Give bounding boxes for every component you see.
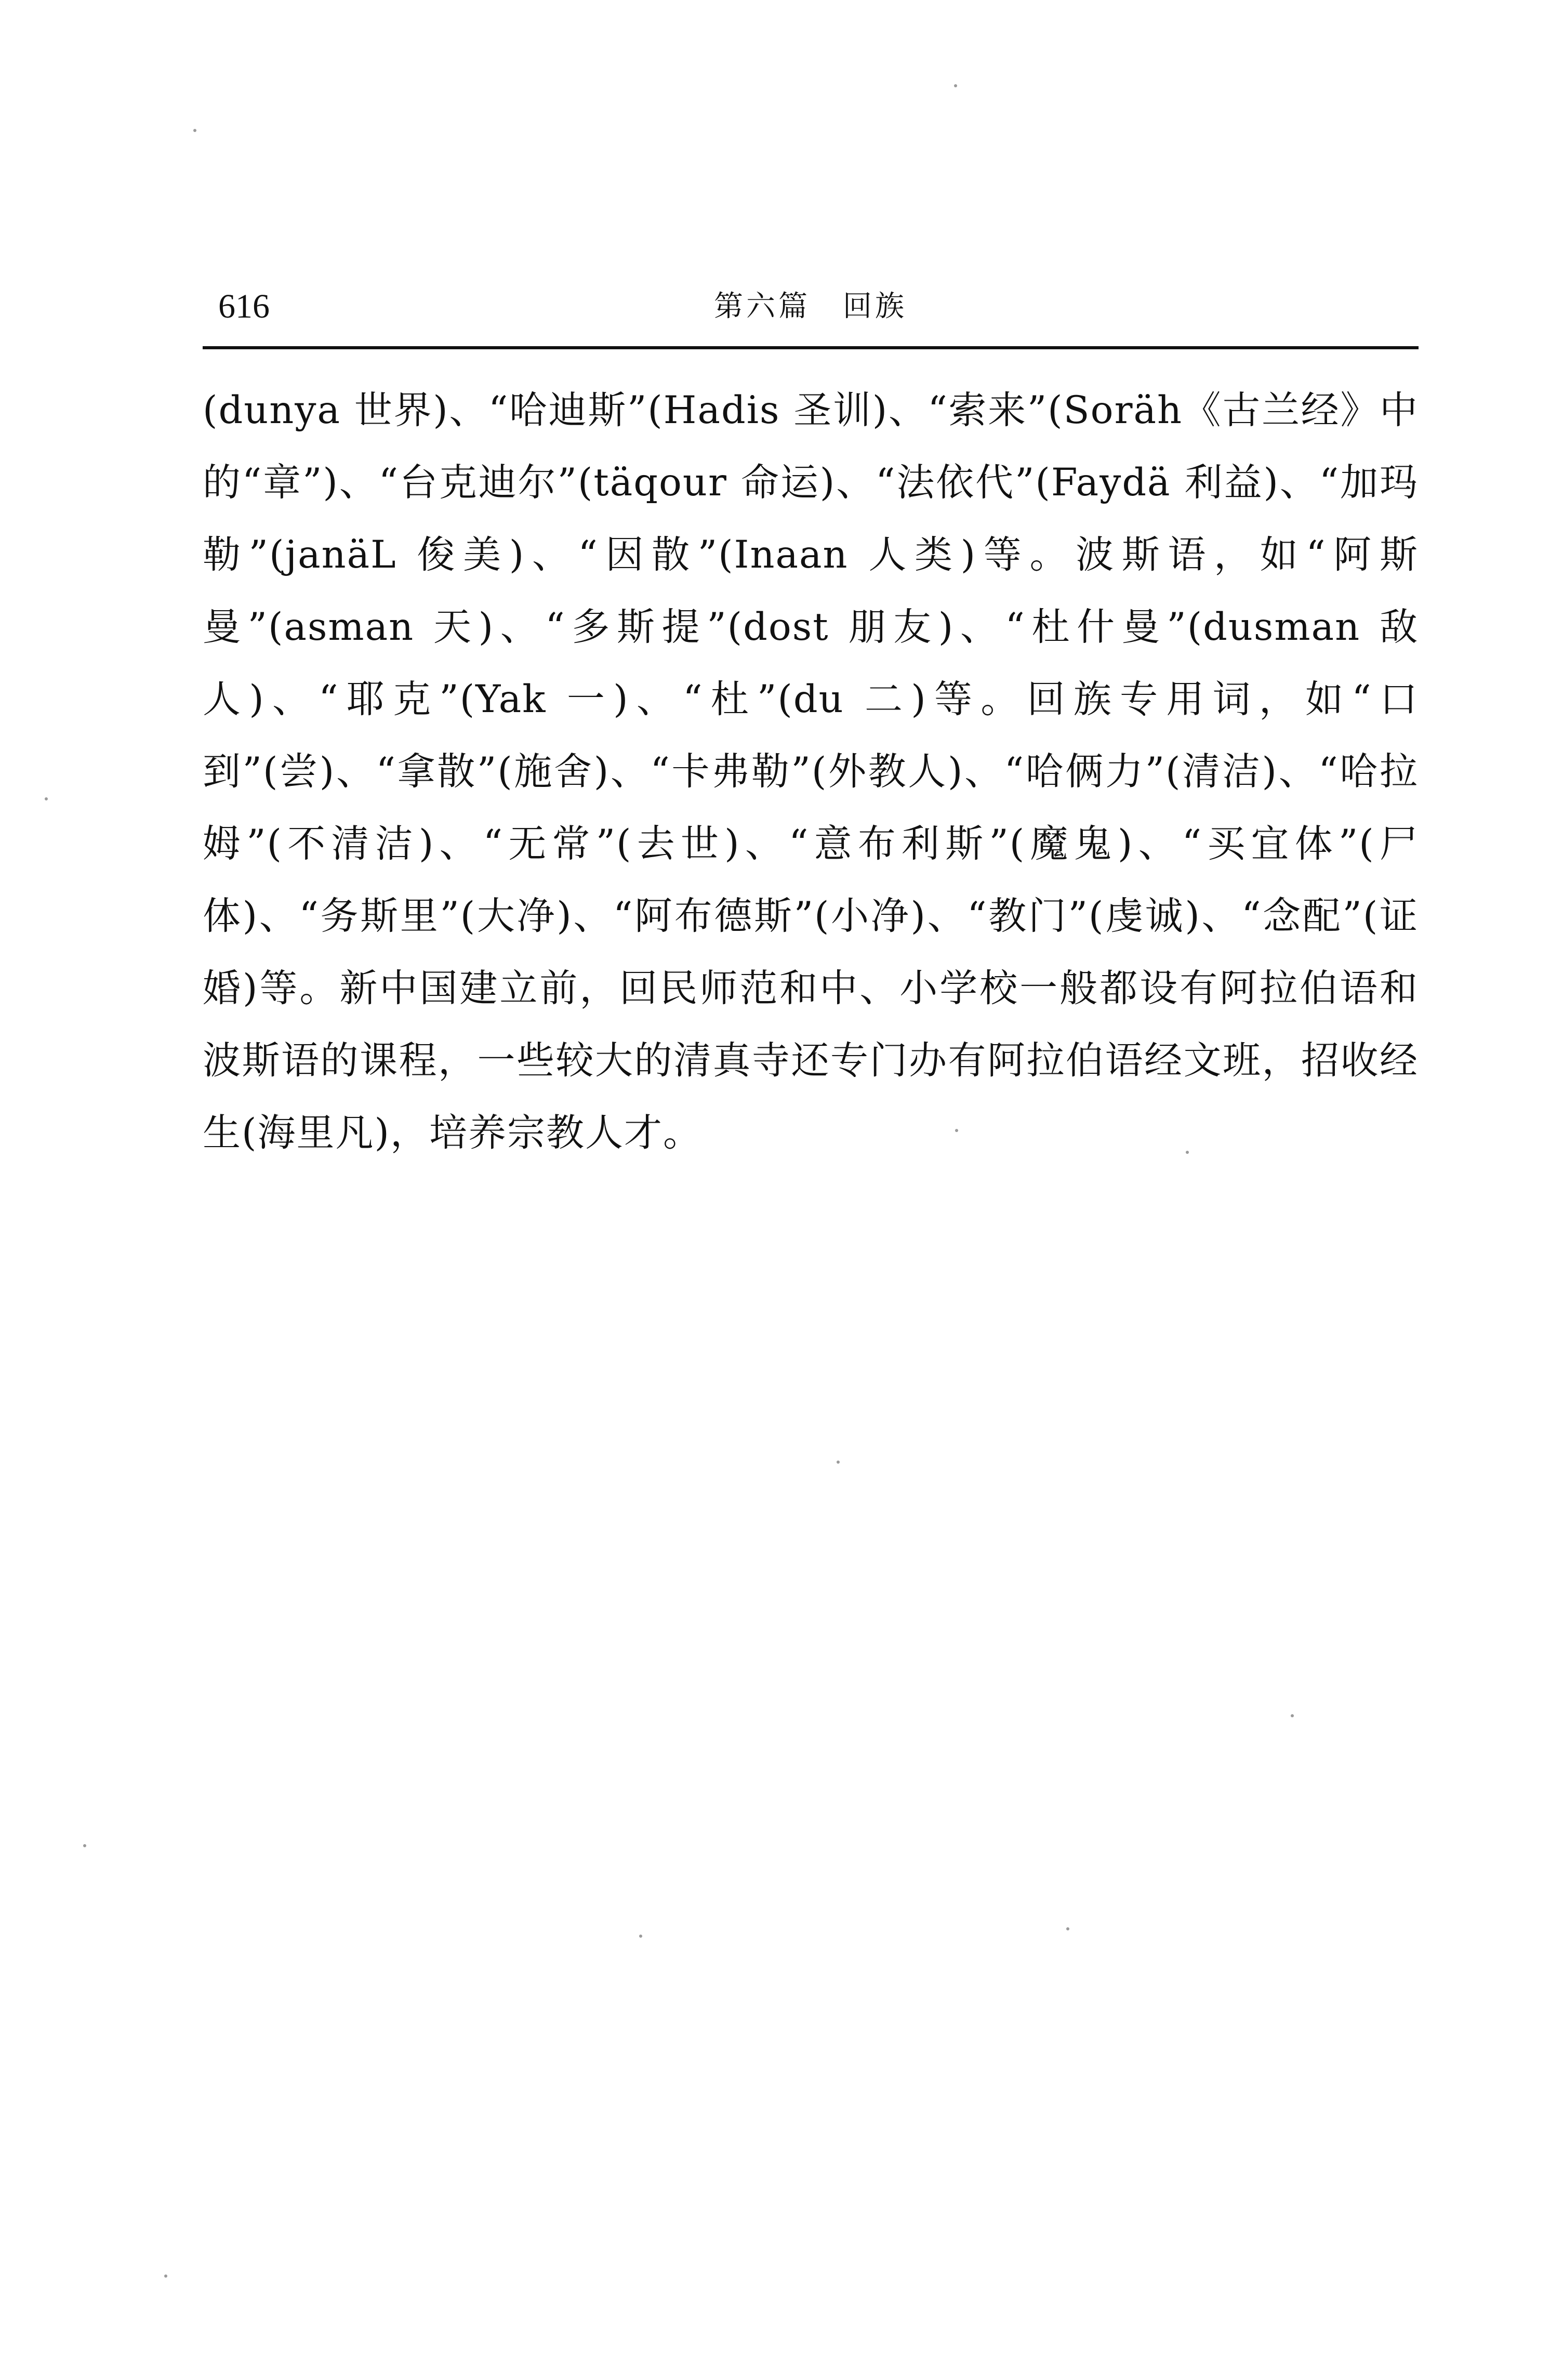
scan-speck [639,1935,642,1938]
page-header [203,281,1419,333]
scan-speck [193,129,196,132]
scan-speck [955,1129,958,1132]
page-number: 616 [218,287,270,325]
running-head: 第六篇 回族 [714,290,907,323]
scan-speck [837,1461,840,1464]
body-paragraph: (dunya 世界)、“哈迪斯”(Hadis 圣训)、“索来”(Soräh《古兰经》中的“章”)、“台克迪尔”(täqour 命运)、“法依代”(Faydä 利益)、“加玛勒”(janäL 俊美)、“因散”(Inaan 人类)等。波斯语，如“阿斯曼”(asman 天)、“多斯提”(dost 朋友)、“杜什曼”(dusman 敌人)、“耶克”(Yak 一)、“杜”(du 二)等。回族专用词，如“口到”(尝)、“拿散”(施舍)、“卡弗勒”(外教人)、“哈俩力”(清洁)、“哈拉姆”(不清洁)、“无常”(去世)、“意布利斯”(魔鬼)、“买宜体”(尸体)、“务斯里”(大净)、“阿布德斯”(小净)、“教门”(虔诚)、“念配”(证婚)等。新中国建立前，回民师范和中、小学校一般都设有阿拉伯语和波斯语的课程，一些较大的清真寺还专门办有阿拉伯语经文班，招收经生(海里凡)，培养宗教人才。 [203,388,1419,1155]
scan-speck [1291,1714,1294,1717]
scan-speck [1186,1151,1189,1154]
scan-speck [164,2274,167,2278]
scan-speck [83,1844,86,1847]
header-rule [203,346,1419,349]
scan-speck [954,84,957,87]
scan-speck [1066,1927,1069,1930]
scan-speck [45,797,48,800]
